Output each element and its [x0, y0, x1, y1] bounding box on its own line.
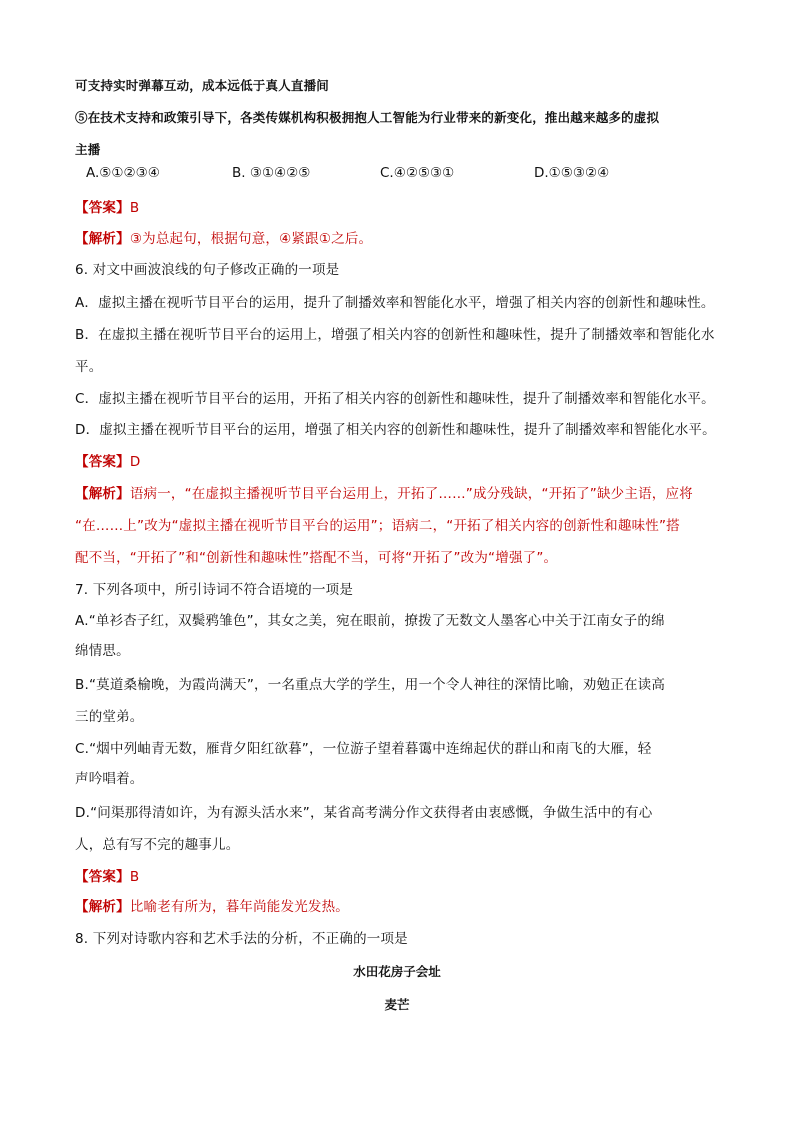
answer-value: B [129, 869, 140, 885]
q7-option-a-line1: A.“单衫杏子红，双鬓鸦雏色”，其女之美，宛在眼前，撩拨了无数文人墨客心中关于江南女子的绵 [75, 613, 665, 629]
q7-option-c-line1: C.“烟中列岫青无数，雁背夕阳红欲暮”，一位游子望着暮霭中连绵起伏的群山和南飞的大雁，轻 [75, 741, 652, 757]
q5-option-b: B. ③①④②⑤ [232, 165, 311, 181]
analysis-tag: 【解析】 [75, 899, 130, 915]
q6-stem: 6. 对文中画波浪线的句子修改正确的一项是 [75, 262, 340, 278]
q5-option-d: D.①⑤③②④ [534, 165, 610, 181]
analysis-text: 比喻老有所为，暮年尚能发光发热。 [129, 899, 350, 915]
q7-option-a-line2: 绵情思。 [75, 643, 130, 659]
q6-answer [75, 452, 140, 472]
q5-option-c: C.④②⑤③① [380, 165, 455, 181]
analysis-tag: 【解析】 [75, 486, 130, 502]
q5-analysis [75, 229, 372, 249]
answer-value: D [129, 454, 141, 470]
q7-option-b-line1: B.“莫道桑榆晚，为霞尚满天”，一名重点大学的学生，用一个令人神往的深情比喻，劝勉正在读高 [75, 677, 666, 693]
q7-option-c-line2: 声吟唱着。 [75, 771, 144, 787]
passage-line-3: 主播 [75, 142, 101, 157]
q6-analysis-line2: “在……上”改为“虚拟主播在视听节目平台的运用”；语病二，“开拓了相关内容的创新性和趣味性”搭 [75, 518, 680, 534]
answer-value: B [129, 200, 140, 216]
passage-line-1: 可支持实时弹幕互动，成本远低于真人直播间 [75, 78, 330, 93]
q5-answer [75, 198, 139, 218]
q7-stem: 7. 下列各项中，所引诗词不符合语境的一项是 [75, 582, 354, 598]
q6-option-b-line1: B．在虚拟主播在视听节目平台的运用上，增强了相关内容的创新性和趣味性，提升了制播效率和智能化水 [75, 327, 715, 343]
analysis-text: 语病一，“在虚拟主播视听节目平台运用上，开拓了……”成分残缺，“开拓了”缺少主语，应将 [129, 486, 693, 502]
q7-option-b-line2: 三的堂弟。 [75, 709, 144, 725]
q6-option-c: C．虚拟主播在视听节目平台的运用，开拓了相关内容的创新性和趣味性，提升了制播效率和智能化水平。 [75, 391, 715, 407]
q7-analysis [75, 897, 349, 917]
answer-tag: 【答案】 [75, 454, 130, 470]
q7-option-d-line2: 人，总有写不完的趣事儿。 [75, 837, 240, 853]
analysis-tag: 【解析】 [75, 231, 130, 247]
analysis-text: ③为总起句，根据句意，④紧跟①之后。 [129, 231, 373, 247]
answer-tag: 【答案】 [75, 869, 130, 885]
q6-option-b-line2: 平。 [75, 359, 103, 375]
q7-option-d-line1: D.“问渠那得清如许，为有源头活水来”，某省高考满分作文获得者由衷感慨，争做生活中的有心 [75, 805, 653, 821]
q5-option-a: A.⑤①②③④ [86, 165, 160, 181]
poem-title: 水田花房子会址 [353, 964, 441, 979]
q7-answer [75, 867, 139, 887]
q8-stem: 8. 下列对诗歌内容和艺术手法的分析，不正确的一项是 [75, 931, 408, 947]
passage-line-2: ⑤在技术支持和政策引导下，各类传媒机构积极拥抱人工智能为行业带来的新变化，推出越来越多的虚拟 [75, 110, 660, 125]
q6-option-a: A．虚拟主播在视听节目平台的运用，提升了制播效率和智能化水平，增强了相关内容的创新性和趣味性。 [75, 295, 715, 311]
q6-analysis-line3: 配不当，“开拓了”和“创新性和趣味性”搭配不当，可将“开拓了”改为“增强了”。 [75, 550, 558, 566]
q6-analysis-line1 [75, 484, 693, 504]
poem-author: 麦芒 [384, 997, 410, 1012]
answer-tag: 【答案】 [75, 200, 130, 216]
q6-option-d: D．虚拟主播在视听节目平台的运用，增强了相关内容的创新性和趣味性，提升了制播效率和智能化水平。 [75, 422, 716, 438]
